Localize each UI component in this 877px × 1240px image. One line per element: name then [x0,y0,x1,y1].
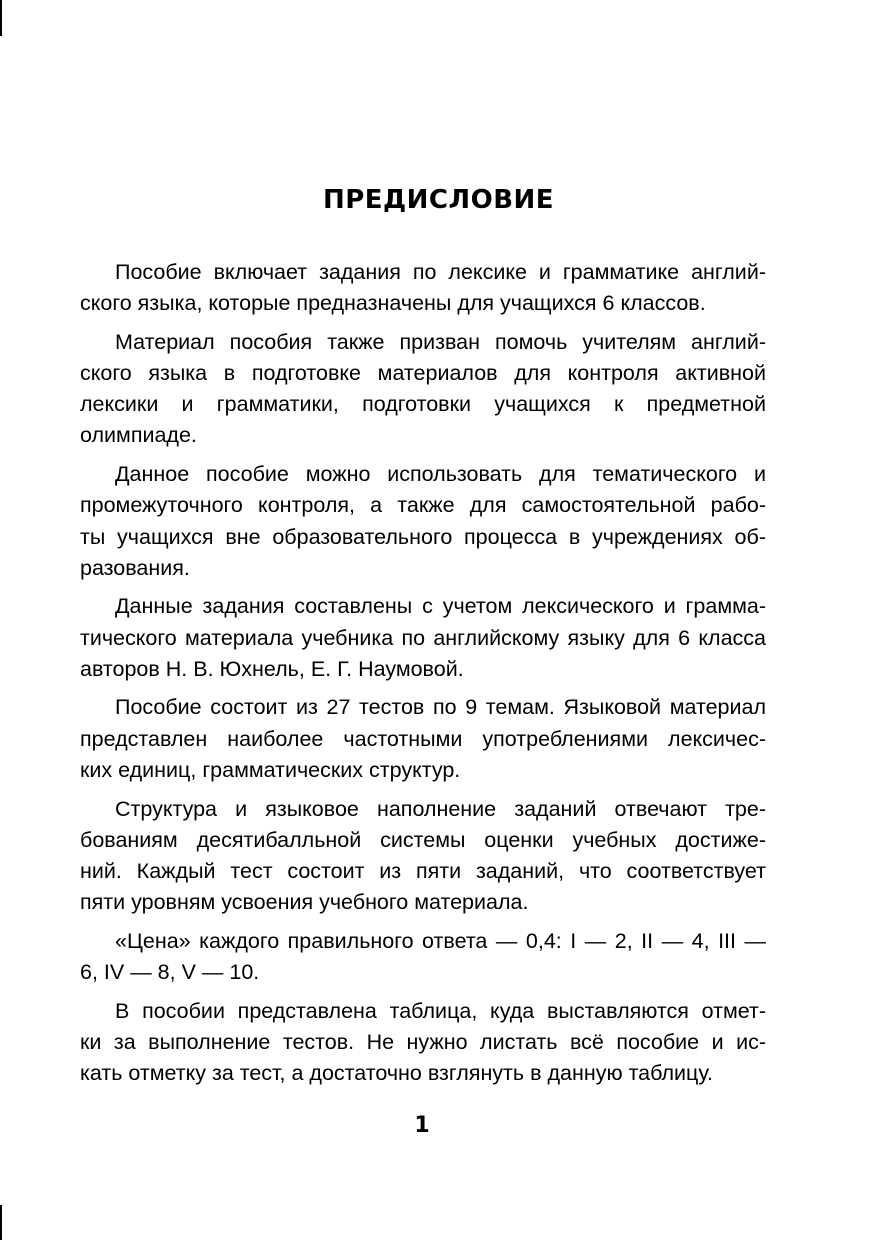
paragraph [80,459,766,584]
page-number: 1 [414,1113,430,1138]
text-line: олимпиаде. [80,423,197,448]
text-line: ского языка в подготовке материалов для контроля активной [80,361,766,386]
text-line: тического материала учебника по английскому языку для 6 класса [80,625,766,650]
text-line: В пособии представлена таблица, куда выставляются отмет- [115,998,766,1023]
text-line: бованиям десятибалльной системы оценки учебных достиже- [80,827,766,852]
paragraph [80,257,766,319]
paragraph [80,996,766,1090]
paragraph-gap [80,988,766,996]
text-line: Материал пособия также призван помочь учителям англий- [115,329,766,354]
text-line: промежуточного контроля, а также для самостоятельной рабо- [80,493,766,518]
text-line: ки за выполнение тестов. Не нужно листать всё пособие и ис- [80,1029,766,1054]
text-line: Структура и языковое наполнение заданий отвечают тре- [115,796,766,821]
text-line: пяти уровням усвоения учебного материала. [80,890,529,915]
paragraph-gap [80,918,766,926]
crop-mark-bottom [0,1205,2,1240]
paragraph-gap [80,685,766,693]
paragraph [80,591,766,685]
text-line: Данные задания составлены с учетом лексического и грамма- [115,594,766,619]
paragraph [80,926,766,988]
paragraph [80,692,766,786]
text-line: представлен наиболее частотными употреблениями лексичес- [80,726,766,751]
text-line: разования. [80,555,190,580]
paragraph-gap [80,452,766,460]
text-line: ты учащихся вне образовательного процесса в учреждениях об- [80,524,766,549]
text-line: Пособие состоит из 27 тестов по 9 темам. Языковой материал [115,695,766,720]
text-line: ний. Каждый тест состоит из пяти заданий, что соответствует [80,858,766,883]
paragraph [80,327,766,452]
page-title: ПРЕДИСЛОВИЕ [322,185,555,215]
text-line: авторов Н. В. Юхнель, Е. Г. Наумовой. [80,656,464,681]
text-line: лексики и грамматики, подготовки учащихся к предметной [80,392,766,417]
paragraph-gap [80,786,766,794]
text-line: кать отметку за тест, а достаточно взглянуть в данную таблицу. [80,1061,713,1085]
paragraph [80,794,766,919]
crop-mark-top [0,0,2,36]
text-line: ких единиц, грамматических структур. [80,757,461,782]
paragraph-gap [80,584,766,592]
text-line: Данное пособие можно использовать для тематического и [115,462,766,487]
text-line: 6, IV — 8, V — 10. [80,959,260,984]
text-line: «Цена» каждого правильного ответа — 0,4: I — 2, II — 4, III — [115,928,766,953]
paragraph-gap [80,319,766,327]
text-line: ского языка, которые предназначены для учащихся 6 классов. [80,291,706,316]
text-line: Пособие включает задания по лексике и грамматике англий- [115,260,766,284]
preface-body [80,257,766,1089]
